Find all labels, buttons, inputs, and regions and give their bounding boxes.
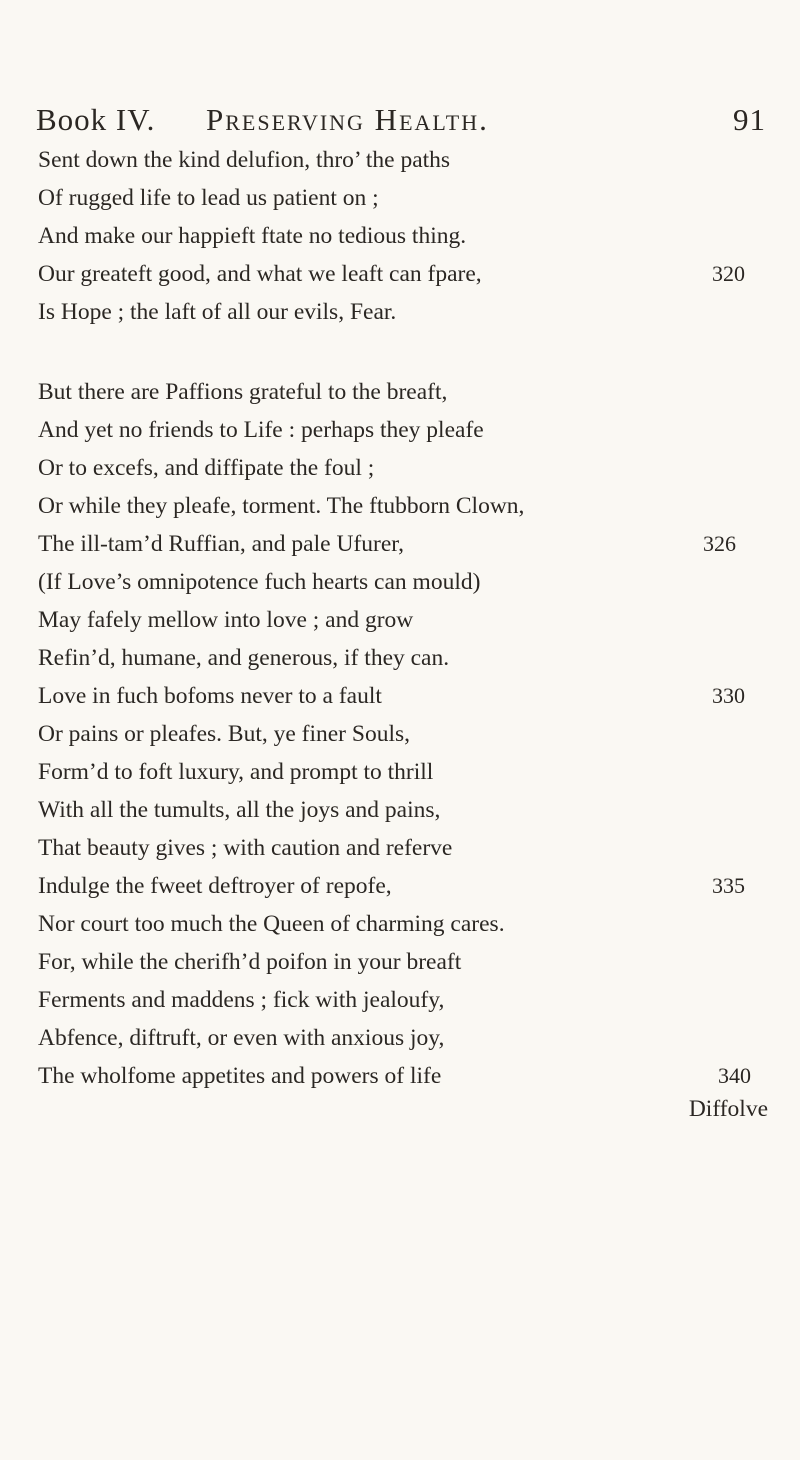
poem-line: Ferments and maddens ; fick with jealoufy, (38, 987, 445, 1013)
poem-line: But there are Paffions grateful to the breaft, (38, 379, 448, 405)
line-number: 330 (712, 683, 745, 708)
poem-line: And yet no friends to Life : perhaps they pleafe (38, 417, 484, 443)
running-title: Preserving Health. (206, 102, 489, 137)
page-number: 91 (733, 102, 766, 137)
poem-line: Refin’d, humane, and generous, if they can. (38, 645, 450, 671)
line-number: 326 (703, 531, 736, 556)
poem-line: Or to excefs, and diffipate the foul ; (38, 455, 375, 481)
poem-line: Form’d to foft luxury, and prompt to thrill (38, 759, 434, 785)
line-number: 320 (712, 261, 745, 286)
poem-line: Of rugged life to lead us patient on ; (38, 185, 379, 211)
line-number: 340 (718, 1063, 751, 1088)
poem-line: Abfence, diftruft, or even with anxious joy, (38, 1025, 445, 1051)
poem-line: Nor court too much the Queen of charming cares. (38, 911, 505, 937)
catchword: Diffolve (688, 1096, 768, 1122)
poem-line: Our greateft good, and what we leaft can fpare, (38, 261, 482, 287)
poem-line: For, while the cherifh’d poifon in your breaft (38, 949, 462, 975)
book-number: Book IV. (36, 102, 156, 137)
poem-line: The ill-tam’d Ruffian, and pale Ufurer, (38, 531, 405, 557)
poem-line: (If Love’s omnipotence fuch hearts can mould) (38, 569, 481, 595)
poem-line: Indulge the fweet deftroyer of repofe, (38, 873, 392, 899)
running-header (36, 102, 766, 146)
poem-line: May fafely mellow into love ; and grow (38, 607, 414, 633)
poem-line: And make our happieft ftate no tedious thing. (38, 223, 467, 249)
poem-line: With all the tumults, all the joys and pains, (38, 797, 441, 823)
poem-line: Is Hope ; the laft of all our evils, Fear. (38, 299, 397, 325)
poem-line: Or while they pleafe, torment. The ftubborn Clown, (38, 493, 525, 519)
poem-line: Or pains or pleafes. But, ye finer Souls, (38, 721, 411, 747)
poem-line: Love in fuch bofoms never to a fault (38, 683, 382, 709)
poem-line: Sent down the kind delufion, thro’ the paths (38, 147, 451, 173)
line-number: 335 (712, 873, 745, 898)
poem-line: That beauty gives ; with caution and referve (38, 835, 453, 861)
poem-line: The wholfome appetites and powers of life (38, 1063, 442, 1089)
